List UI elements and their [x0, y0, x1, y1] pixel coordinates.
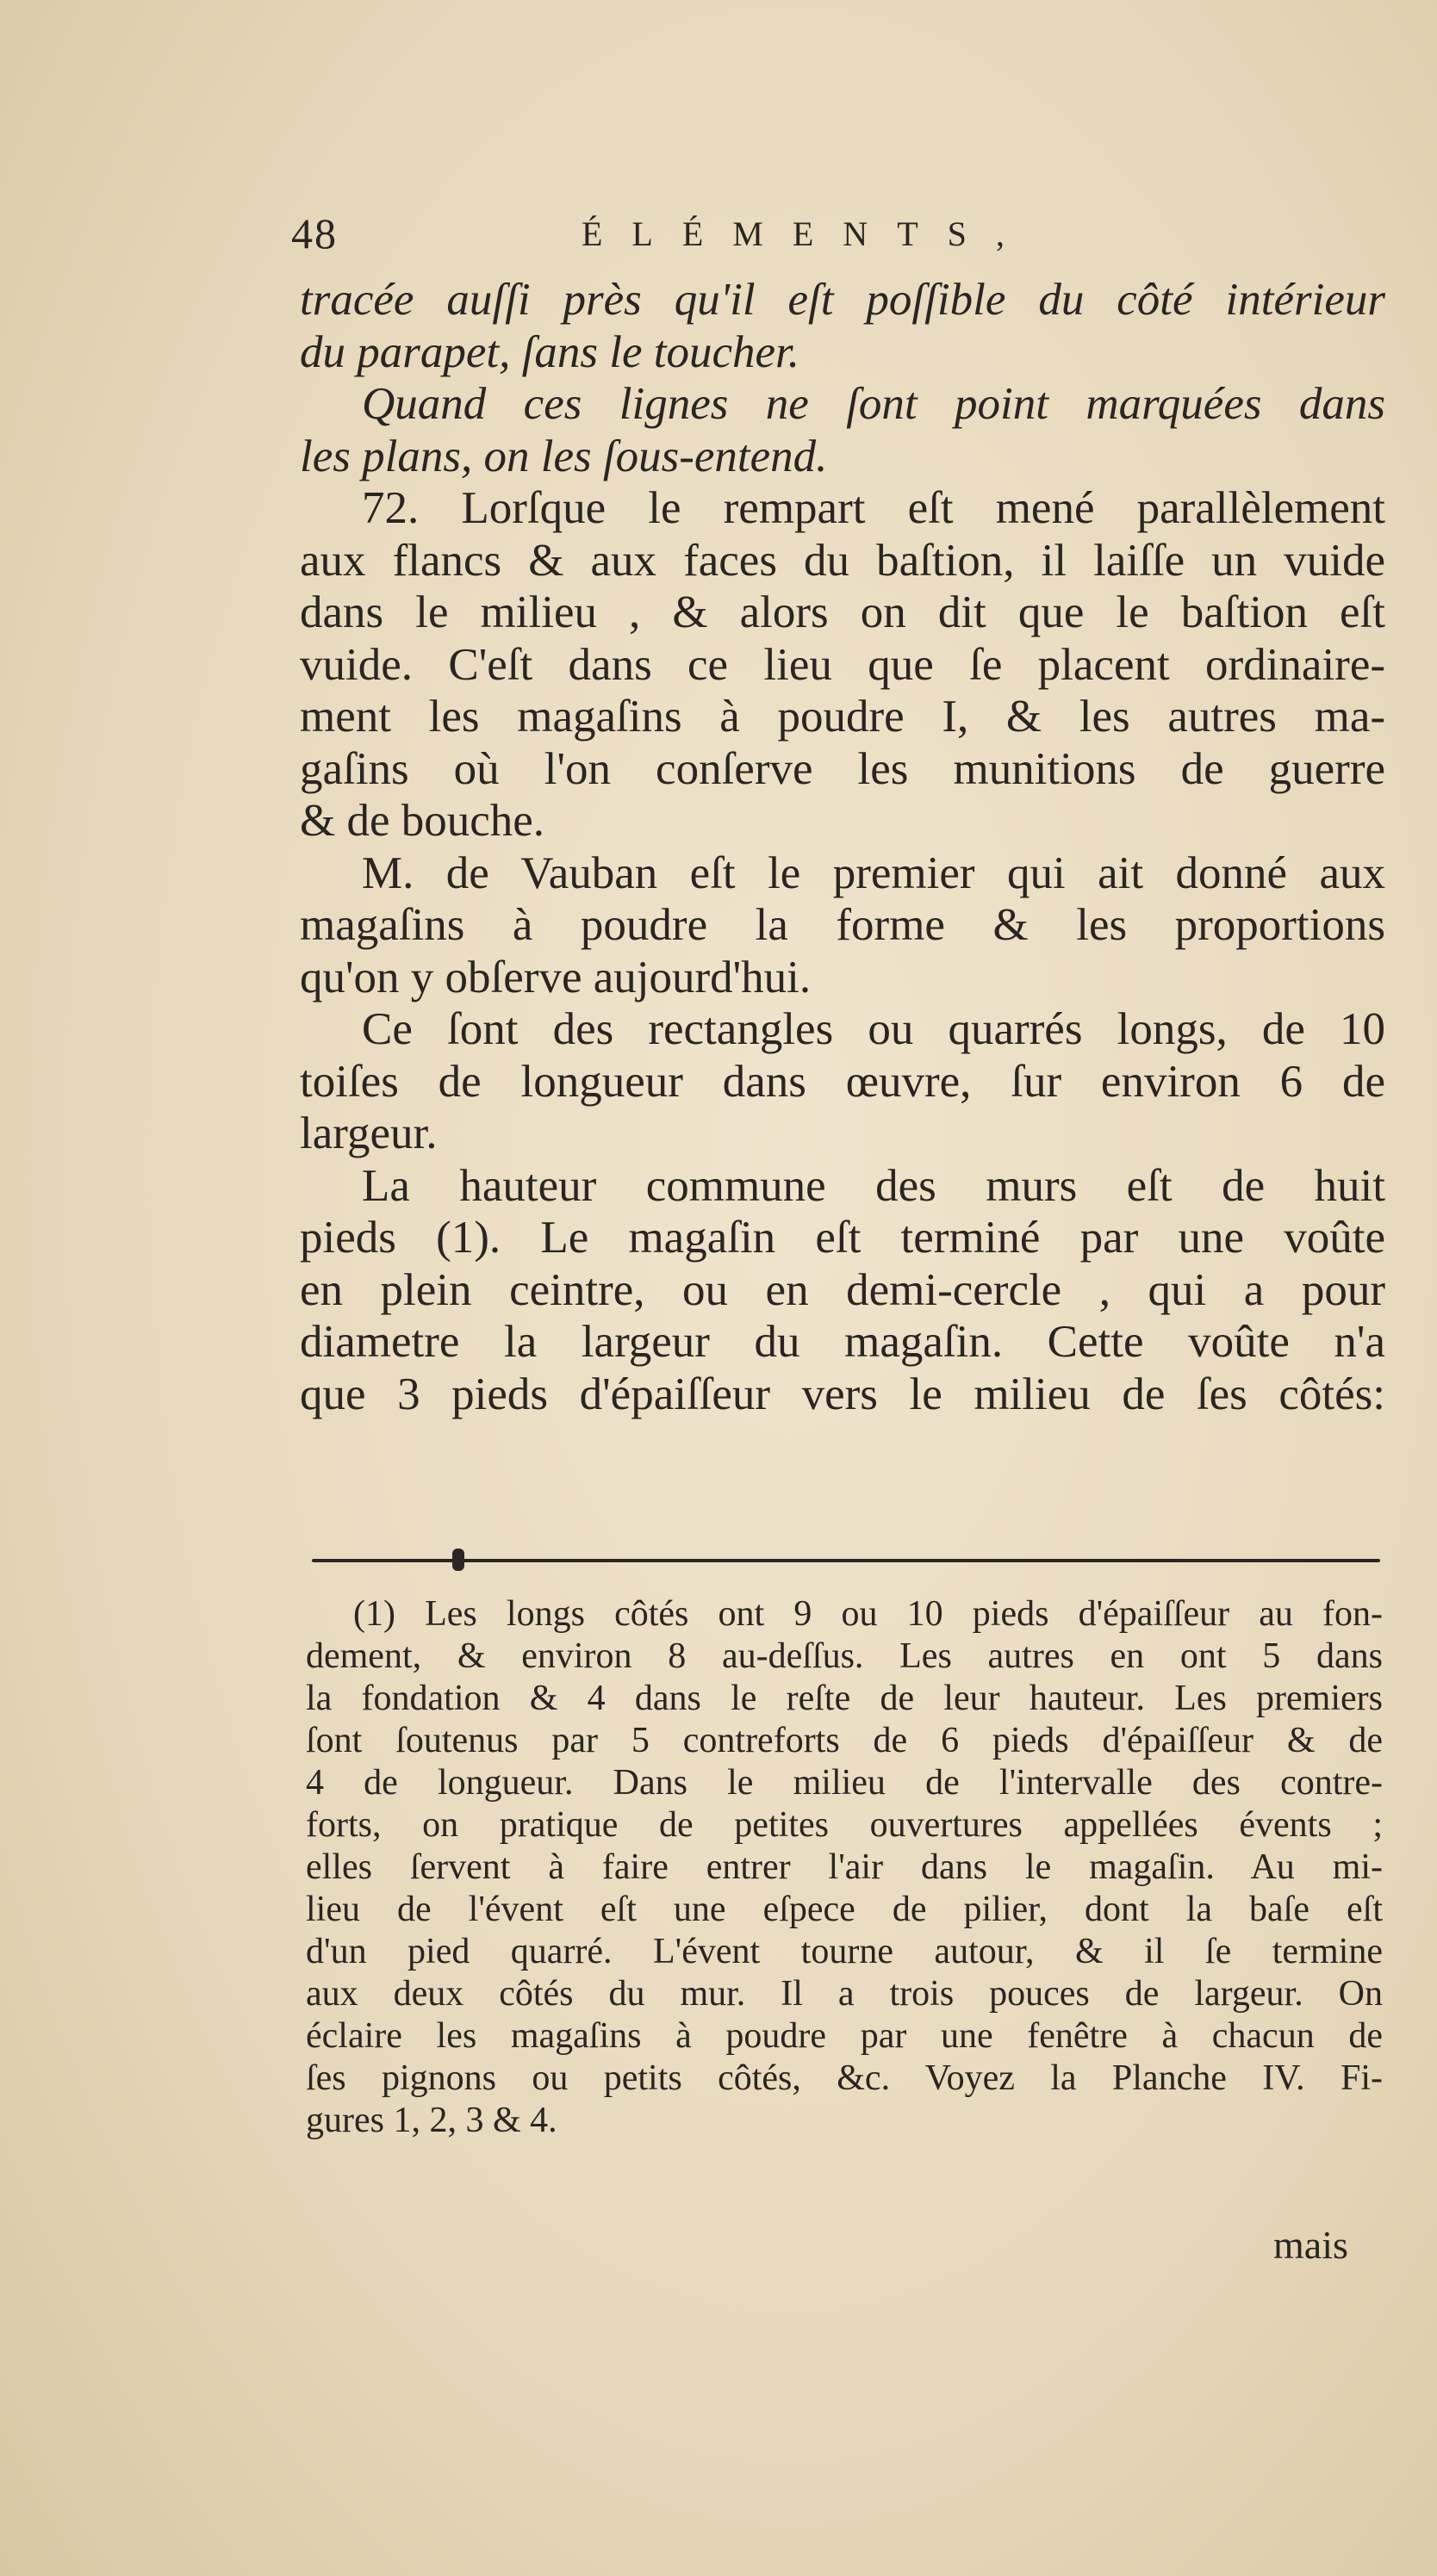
catchword: mais [1273, 2223, 1348, 2267]
main-text [300, 274, 1385, 1420]
footnote-line: dement, & environ 8 au-deſſus. Les autres en ont 5 dans [306, 1636, 1383, 1676]
text-line: en plein ceintre, ou en demi-cercle , qui a pour [300, 1264, 1385, 1315]
footnote-line: éclaire les magaſins à poudre par une fenêtre à chacun de [306, 2016, 1383, 2056]
text-line: qu'on y obſerve aujourd'hui. [300, 952, 812, 1002]
page-number: 48 [291, 209, 338, 258]
footnote-line: lieu de l'évent eſt une eſpece de pilier, dont la baſe eſt [306, 1890, 1383, 1929]
text-line: magaſins à poudre la forme & les proportions [300, 900, 1385, 950]
text-line: aux flancs & aux faces du baſtion, il laiſſe un vuide [300, 535, 1385, 586]
text-line: vuide. C'eſt dans ce lieu que ſe placent ordinaire- [300, 639, 1385, 690]
text-line: M. de Vauban eſt le premier qui ait donné aux [362, 847, 1385, 898]
divider-mark [452, 1549, 464, 1571]
text-line: pieds (1). Le magaſin eſt terminé par une voûte [300, 1213, 1385, 1263]
footnote-line: la fondation & 4 dans le reſte de leur hauteur. Les premiers [306, 1679, 1383, 1718]
text-line: 72. Lorſque le rempart eſt mené parallèlement [362, 483, 1385, 533]
footnote-line: 4 de longueur. Dans le milieu de l'intervalle des contre- [306, 1763, 1383, 1803]
footnote-line: gures 1, 2, 3 & 4. [306, 2101, 557, 2140]
footnote-line: aux deux côtés du mur. Il a trois pouces de largeur. On [306, 1974, 1383, 2014]
text-line: & de bouche. [300, 796, 545, 846]
text-line: du parapet, ſans le toucher. [300, 326, 799, 377]
footnote-line: forts, on pratique de petites ouvertures appellées évents ; [306, 1805, 1383, 1845]
text-line: toiſes de longueur dans œuvre, ſur environ 6 de [300, 1056, 1385, 1107]
footnote-divider [312, 1559, 1380, 1562]
footnote-line: d'un pied quarré. L'évent tourne autour, & il ſe termine [306, 1932, 1383, 1971]
footnote-line: ſes pignons ou petits côtés, &c. Voyez la Planche IV. Fi- [306, 2058, 1383, 2098]
text-line: gaſins où l'on conſerve les munitions de guerre [300, 743, 1385, 794]
text-line: ment les magaſins à poudre I, & les autres ma- [300, 692, 1385, 742]
running-title: ÉLÉMENTS, [582, 214, 1034, 253]
footnote-line: elles ſervent à faire entrer l'air dans le magaſin. Au mi- [306, 1847, 1383, 1887]
text-line: dans le milieu , & alors on dit que le baſtion eſt [300, 587, 1385, 637]
footnote-line: ſont ſoutenus par 5 contreforts de 6 pieds d'épaiſſeur & de [306, 1721, 1383, 1760]
text-line: La hauteur commune des murs eſt de huit [362, 1160, 1385, 1211]
text-line: Quand ces lignes ne ſont point marquées dans [362, 379, 1385, 429]
footnote-line: (1) Les longs côtés ont 9 ou 10 pieds d'épaiſſeur au fon- [353, 1594, 1383, 1634]
text-line: les plans, on les ſous-entend. [300, 431, 828, 481]
footnote [306, 1593, 1383, 2142]
text-line: largeur. [300, 1108, 438, 1158]
text-line: diametre la largeur du magaſin. Cette voûte n'a [300, 1317, 1385, 1367]
text-line: Ce ſont des rectangles ou quarrés longs, de 10 [362, 1004, 1385, 1054]
text-line: que 3 pieds d'épaiſſeur vers le milieu de ſes côtés: [300, 1369, 1385, 1419]
text-line: tracée auſſi près qu'il eſt poſſible du côté intérieur [300, 275, 1385, 325]
page-header [284, 208, 1396, 269]
